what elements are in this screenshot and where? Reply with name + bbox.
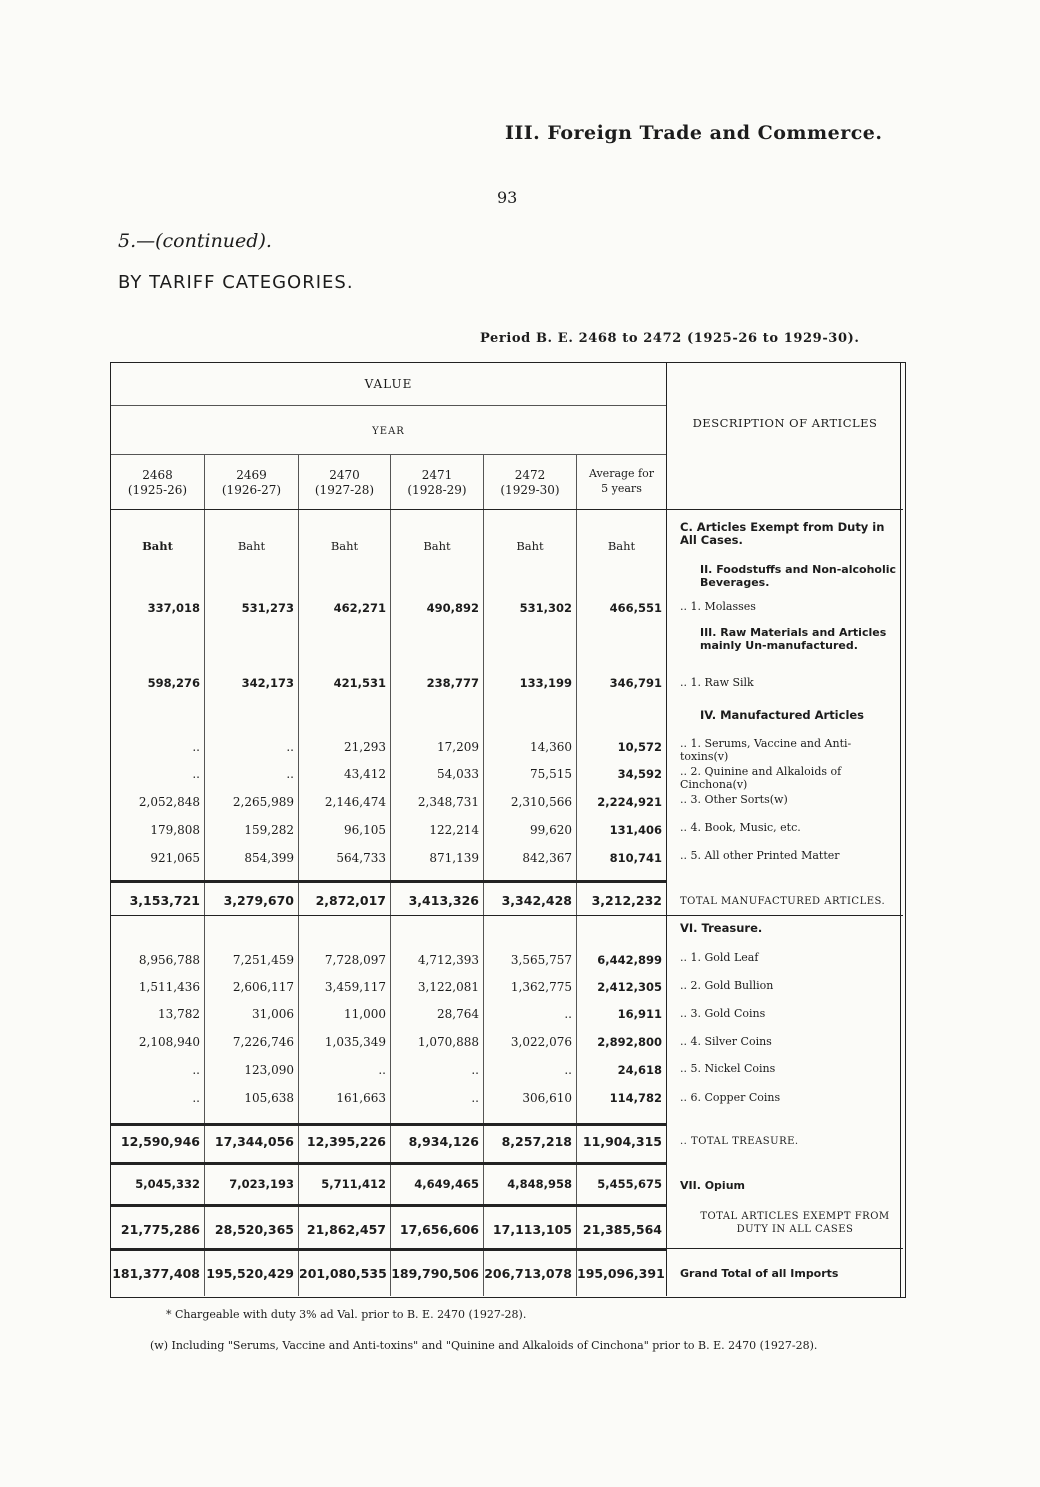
table-cell: 4,712,393 [417, 953, 479, 967]
table-cell: 2,224,921 [597, 795, 662, 809]
page-number: 93 [497, 188, 518, 207]
table-cell: .. [378, 1063, 386, 1077]
table-cell: 810,741 [609, 851, 662, 865]
table-cell: 181,377,408 [112, 1266, 200, 1281]
table-cell: .. [286, 767, 294, 781]
table-cell: 21,775,286 [120, 1222, 200, 1237]
table-cell: 131,406 [609, 823, 662, 837]
table-cell: 179,808 [150, 823, 200, 837]
table-cell: 7,728,097 [324, 953, 386, 967]
table-cell: 99,620 [530, 823, 572, 837]
row-description: .. 5. All other Printed Matter [680, 849, 840, 862]
table-cell: 2,108,940 [138, 1035, 200, 1049]
table-cell: 1,035,349 [324, 1035, 386, 1049]
table-cell: 2,052,848 [138, 795, 200, 809]
table-cell: 21,293 [344, 740, 386, 754]
table-cell: 2,265,989 [232, 795, 294, 809]
section-c-title: C. Articles Exempt from Duty in All Cases. [680, 520, 885, 547]
table-cell: 11,000 [344, 1007, 386, 1021]
table-cell: .. [192, 767, 200, 781]
col-separator [576, 455, 577, 1296]
table-cell: 201,080,535 [299, 1266, 387, 1281]
table-cell: .. [192, 1091, 200, 1105]
col-year: 2471 [421, 468, 453, 482]
col-span: (1929-30) [500, 483, 560, 497]
col-year: 2468 [142, 468, 173, 482]
table-cell: 12,590,946 [120, 1134, 200, 1149]
col-separator [298, 455, 299, 1296]
table-cell: 871,139 [429, 851, 479, 865]
table-cell: 195,096,391 [577, 1266, 665, 1281]
table-cell: 17,656,606 [399, 1222, 479, 1237]
table-cell: 21,862,457 [306, 1222, 386, 1237]
col-separator [204, 455, 205, 1296]
rule [111, 915, 903, 916]
col-year: 2469 [236, 468, 267, 482]
table-cell: 34,592 [617, 767, 662, 781]
table-cell: 3,565,757 [510, 953, 572, 967]
table-cell: 466,551 [609, 601, 662, 615]
row-description: .. 2. Quinine and Alkaloids of Cinchona(v) [680, 765, 842, 791]
row-description: .. 4. Silver Coins [680, 1035, 772, 1048]
unit-label: Baht [142, 539, 173, 553]
col-span: (1925-26) [127, 483, 188, 497]
section-vi-title: VI. Treasure. [680, 921, 763, 935]
table-cell: 3,413,326 [408, 893, 479, 908]
table-cell: 16,911 [617, 1007, 662, 1021]
col-header-2472 [484, 468, 576, 498]
table-cell: 2,412,305 [597, 980, 662, 994]
table-cell: 11,904,315 [582, 1134, 662, 1149]
table-cell: .. [286, 740, 294, 754]
unit-label: Baht [237, 539, 266, 553]
footnote-2: (w) Including "Serums, Vaccine and Anti-toxins" and "Quinine and Alkaloids of Cinchona" prior to B. E. 2470 (1927-28). [150, 1339, 818, 1352]
col-year: 2470 [329, 468, 360, 482]
value-header: VALUE [364, 377, 413, 391]
col-header-2469 [205, 468, 298, 498]
table-cell: 10,572 [617, 740, 662, 754]
table-cell: 564,733 [336, 851, 386, 865]
col-header-average [577, 466, 666, 496]
col-span: (1928-29) [407, 483, 467, 497]
table-cell: 8,934,126 [408, 1134, 479, 1149]
table-cell: 3,279,670 [223, 893, 294, 908]
rule [111, 509, 903, 510]
col-span: 5 years [601, 482, 642, 495]
table-cell: 342,173 [241, 676, 294, 690]
row-description: .. 1. Serums, Vaccine and Anti-toxins(v) [680, 737, 852, 763]
unit-label: Baht [607, 539, 636, 553]
table-cell: 28,520,365 [214, 1222, 294, 1237]
table-cell: 17,113,105 [492, 1222, 572, 1237]
table-cell: 14,360 [530, 740, 572, 754]
table-cell: 123,090 [244, 1063, 294, 1077]
col-span: (1926-27) [221, 483, 282, 497]
table-cell: 21,385,564 [582, 1222, 662, 1237]
table-cell: 1,511,436 [138, 980, 200, 994]
row-description: .. 1. Gold Leaf [680, 951, 759, 964]
col-header-2471 [391, 468, 483, 498]
section-iv-title: IV. Manufactured Articles [700, 708, 865, 722]
table-cell: .. [192, 1063, 200, 1077]
table-cell: 8,956,788 [138, 953, 200, 967]
table-cell: .. [564, 1007, 572, 1021]
row-description: .. 3. Other Sorts(w) [680, 793, 788, 806]
row-description: .. 3. Gold Coins [680, 1007, 766, 1020]
table-cell: .. [564, 1063, 572, 1077]
col-span: (1927-28) [314, 483, 375, 497]
table-cell: 96,105 [344, 823, 386, 837]
col-header-2470 [299, 468, 390, 498]
col-year: Average for [588, 467, 655, 480]
table-cell: .. [192, 740, 200, 754]
table-cell: 421,531 [333, 676, 386, 690]
rule [666, 1248, 903, 1249]
table-cell: 854,399 [244, 851, 294, 865]
table-cell: 842,367 [522, 851, 572, 865]
col-separator [390, 455, 391, 1296]
rule [111, 454, 666, 455]
table-cell: .. [471, 1063, 479, 1077]
table-cell: 114,782 [609, 1091, 662, 1105]
table-cell: 189,790,506 [391, 1266, 479, 1281]
period-label: Period B. E. 2468 to 2472 (1925-26 to 1929-30). [480, 331, 860, 346]
row-description: TOTAL ARTICLES EXEMPT FROM DUTY IN ALL CASES [700, 1211, 890, 1235]
table-cell: 17,344,056 [214, 1134, 294, 1149]
row-description: Grand Total of all Imports [680, 1267, 839, 1280]
unit-label: Baht [423, 539, 451, 553]
table-cell: 17,209 [437, 740, 479, 754]
rule [111, 1123, 666, 1126]
table-cell: 159,282 [244, 823, 294, 837]
table-cell: 490,892 [426, 601, 479, 615]
table-cell: 3,153,721 [129, 893, 200, 908]
table-subtitle: BY TARIFF CATEGORIES. [118, 272, 354, 293]
table-cell: 462,271 [333, 601, 386, 615]
table-cell: 531,302 [519, 601, 572, 615]
table-cell: 306,610 [522, 1091, 572, 1105]
table-cell: 7,251,459 [232, 953, 294, 967]
table-cell: 3,459,117 [324, 980, 386, 994]
table-cell: 54,033 [437, 767, 479, 781]
table-cell: 2,872,017 [315, 893, 386, 908]
table-cell: 238,777 [426, 676, 479, 690]
row-description: .. TOTAL TREASURE. [680, 1136, 799, 1147]
table-cell: 122,214 [429, 823, 479, 837]
table-cell: 3,022,076 [510, 1035, 572, 1049]
unit-label: Baht [516, 539, 544, 553]
table-cell: 598,276 [147, 676, 200, 690]
table-cell: 2,892,800 [597, 1035, 662, 1049]
section-iii-title: III. Raw Materials and Articles mainly Un-manufactured. [700, 626, 887, 652]
table-cell: 12,395,226 [306, 1134, 386, 1149]
table-cell: 531,273 [241, 601, 294, 615]
table-cell: 206,713,078 [484, 1266, 572, 1281]
row-description: .. 1. Molasses [680, 600, 756, 613]
row-description: TOTAL MANUFACTURED ARTICLES. [680, 896, 886, 907]
col-year: 2472 [514, 468, 546, 482]
col-header-2468 [111, 468, 204, 498]
row-description: .. 2. Gold Bullion [680, 979, 774, 992]
table-cell: 5,455,675 [597, 1177, 662, 1191]
table-cell: 43,412 [344, 767, 386, 781]
row-description: .. 1. Raw Silk [680, 676, 754, 689]
table-cell: 28,764 [437, 1007, 479, 1021]
table-cell: 161,663 [336, 1091, 386, 1105]
rule [111, 880, 666, 883]
table-cell: 3,122,081 [417, 980, 479, 994]
row-description: .. 4. Book, Music, etc. [680, 821, 801, 834]
section-ii-title: II. Foodstuffs and Non-alcoholic Beverages. [700, 563, 897, 589]
table-cell: 133,199 [519, 676, 572, 690]
table-cell: 1,070,888 [417, 1035, 479, 1049]
rule [111, 1162, 666, 1165]
rule [111, 1248, 666, 1251]
col-separator [483, 455, 484, 1296]
table-border-double [900, 362, 901, 1298]
table-cell: 24,618 [617, 1063, 662, 1077]
table-cell: 195,520,429 [206, 1266, 294, 1281]
table-cell: 6,442,899 [597, 953, 662, 967]
rule [111, 405, 666, 406]
table-cell: 5,711,412 [321, 1177, 386, 1191]
table-cell: 5,045,332 [135, 1177, 200, 1191]
table-cell: 3,342,428 [501, 893, 572, 908]
table-cell: 921,065 [150, 851, 200, 865]
row-description: .. 6. Copper Coins [680, 1091, 781, 1104]
table-continued-label: 5.—(continued). [118, 230, 272, 252]
year-header: YEAR [372, 426, 405, 437]
table-cell: 8,257,218 [501, 1134, 572, 1149]
table-cell: 75,515 [530, 767, 572, 781]
table-cell: 346,791 [609, 676, 662, 690]
table-cell: 7,226,746 [232, 1035, 294, 1049]
table-cell: 3,212,232 [591, 893, 662, 908]
unit-label: Baht [330, 539, 359, 553]
table-cell: 2,348,731 [417, 795, 479, 809]
rule [111, 1204, 666, 1207]
desc-separator [666, 362, 667, 1296]
table-cell: 2,606,117 [232, 980, 294, 994]
table-cell: 1,362,775 [510, 980, 572, 994]
description-header: DESCRIPTION OF ARTICLES [692, 416, 878, 430]
row-description: VII. Opium [680, 1179, 745, 1192]
table-cell: 31,006 [252, 1007, 294, 1021]
row-description: .. 5. Nickel Coins [680, 1062, 776, 1075]
footnote-1: * Chargeable with duty 3% ad Val. prior to B. E. 2470 (1927-28). [166, 1308, 527, 1321]
table-cell: 4,848,958 [507, 1177, 572, 1191]
table-cell: 2,146,474 [324, 795, 386, 809]
table-cell: 7,023,193 [229, 1177, 294, 1191]
table-cell: 13,782 [158, 1007, 200, 1021]
chapter-heading: III. Foreign Trade and Commerce. [505, 122, 883, 144]
table-cell: .. [471, 1091, 479, 1105]
table-cell: 4,649,465 [414, 1177, 479, 1191]
table-cell: 105,638 [244, 1091, 294, 1105]
table-cell: 337,018 [147, 601, 200, 615]
table-cell: 2,310,566 [510, 795, 572, 809]
